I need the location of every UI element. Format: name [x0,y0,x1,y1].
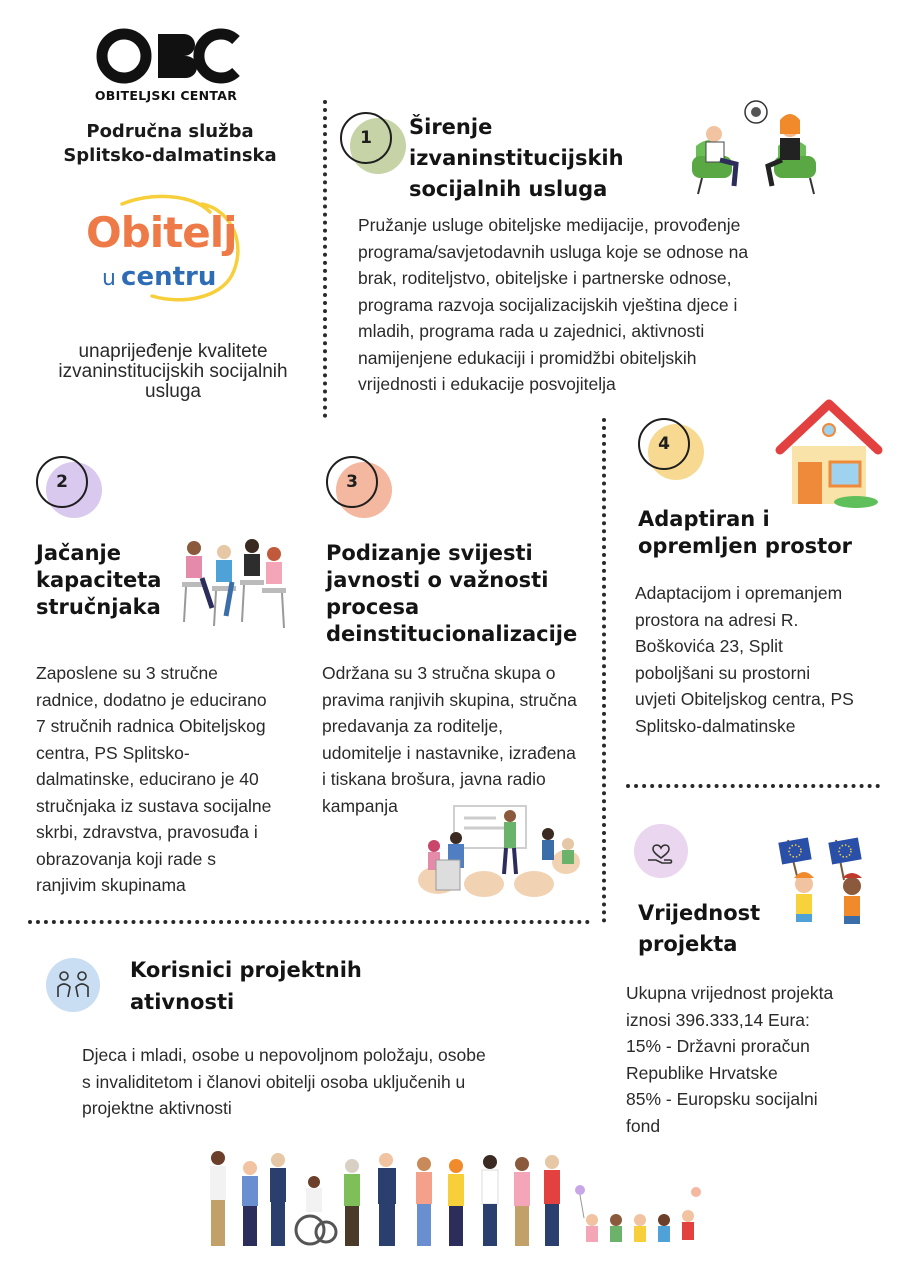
number-3: 3 [326,456,378,508]
section-2-body-line: dalmatinske, educirano je 40 [36,769,259,789]
section-4-title-line: opremljen prostor [638,534,852,558]
section-4-title-line: Adaptiran i [638,507,770,531]
value-body-line: Ukupna vrijednost projekta [626,983,834,1003]
section-3-body-line: Održana su 3 stručna skupa o [322,663,556,683]
centru-word: centru [121,262,217,292]
counseling-illustration-icon [690,96,820,196]
section-1-title-line: Širenje [409,115,493,139]
section-1-title-line: izvaninstitucijskih [409,146,624,170]
value-title [638,898,778,960]
beneficiaries-body-line: s invaliditetom i članovi obitelji osoba uključenih u [82,1071,466,1092]
value-body [626,980,896,1139]
section-1-title-line: socijalnih usluga [409,177,608,201]
section-3-body-line: predavanja za roditelje, [322,716,503,736]
divider-horizontal-right [626,784,880,788]
section-3-title-line: deinstitucionalizacije [326,622,578,646]
section-3-title-line: procesa [326,595,420,619]
obc-logo [86,26,246,106]
section-1-body-line: programa razvoja socijalizacijskih vještina djece i [358,294,738,315]
beneficiaries-title-line: ativnosti [130,990,235,1014]
group-meeting-illustration-icon [172,532,292,632]
lecture-illustration-icon [412,800,582,900]
office-name [30,120,310,168]
section-2-body-line: obrazovanja koji rade s [36,848,216,869]
beneficiaries-body-line: Djeca i mladi, osobe u nepovoljnom položaju, osobe [82,1045,486,1065]
section-3-body [322,660,606,819]
beneficiaries-title-line: Korisnici projektnih [130,958,362,982]
section-1-body [358,212,798,398]
section-4-title [638,506,888,560]
section-1-body-line: programa/savjetodavnih usluga koje se odnose na [358,241,749,262]
value-body-line: 85% - Europsku socijalni [626,1089,818,1109]
section-4-body-line: Boškovića 23, Split [635,636,783,656]
kids-eu-flags-illustration-icon [778,836,878,936]
beneficiaries-body [82,1042,562,1122]
section-4-body-line: poboljšani su prostorni [635,662,811,683]
people-icon [55,969,91,1001]
u-centru-line [102,262,216,292]
value-body-line: 15% - Državni proračun [626,1036,810,1056]
section-2-body [36,660,326,899]
tagline-line-1: unaprijeđenje kvalitete [78,341,268,362]
section-4-number-badge [638,418,708,478]
people-badge [46,958,100,1012]
section-4-body [635,580,897,739]
section-2-number-badge [36,456,106,516]
section-2-title [36,540,176,621]
section-4-body-line: uvjeti Obiteljskog centra, PS [635,689,854,709]
section-1-number-badge [340,112,410,172]
section-2-body-line: Zaposlene su 3 stručne [36,663,218,683]
section-3-body-line: i tiskana brošura, javna radio [322,769,546,789]
section-3-title-line: javnosti o važnosti [326,568,549,592]
section-1-title [409,112,659,205]
heart-hand-icon [644,834,678,868]
section-2-title-line: kapaciteta [36,568,162,592]
heart-hand-badge [634,824,688,878]
section-1-body-line: mladih, programa rada u zajednici, aktivnosti [358,321,705,341]
obitelj-u-centru-logo [82,190,252,310]
tagline-line-3: usluga [145,381,201,402]
section-2-body-line: ranjivim skupinama [36,875,186,895]
section-3-body-line: pravima ranjivih skupina, stručna [322,689,577,710]
section-2-body-line: skrbi, zdravstva, pravosuđa i [36,822,258,842]
tagline-line-2: izvaninstitucijskih socijalnih [58,361,288,382]
section-3-title [326,540,596,648]
u-word: u [102,266,116,291]
child-figures [575,1185,701,1242]
number-4: 4 [638,418,690,470]
section-4-body-line: Adaptacijom i opremanjem [635,583,843,603]
section-2-body-line: centra, PS Splitsko- [36,742,190,763]
number-2: 2 [36,456,88,508]
value-title-line: projekta [638,932,738,956]
value-title-line: Vrijednost [638,901,761,925]
section-4-body-line: Splitsko-dalmatinske [635,715,796,736]
adult-figures [210,1151,560,1246]
divider-vertical-top [323,100,327,418]
section-3-title-line: Podizanje svijesti [326,541,533,565]
office-line-1: Područna služba [86,121,254,142]
number-1: 1 [340,112,392,164]
beneficiaries-title [130,954,410,1018]
tagline [28,342,318,402]
section-1-body-line: vrijednosti i edukacije posvojitelja [358,374,616,394]
section-1-body-line: namijenjene edukaciji i promidžbi obiteljskih [358,347,697,368]
beneficiaries-body-line: projektne aktivnosti [82,1098,232,1118]
obc-subtitle: OBITELJSKI CENTAR [94,88,238,103]
value-body-line: fond [626,1115,661,1136]
diverse-people-crowd-illustration-icon [202,1146,702,1256]
section-4-body-line: prostora na adresi R. [635,609,799,630]
section-2-body-line: radnice, dodatno je educirano [36,689,267,710]
value-body-line: Republike Hrvatske [626,1062,778,1083]
section-3-body-line: udomitelje i nastavnike, izrađena [322,742,576,763]
obitelj-word: Obitelj [86,208,237,257]
house-illustration-icon [774,398,884,510]
value-body-line: iznosi 396.333,14 Eura: [626,1009,810,1030]
section-2-body-line: 7 stručnih radnica Obiteljskog [36,716,266,736]
section-1-body-line: Pružanje usluge obiteljske medijacije, provođenje [358,215,741,235]
section-3-number-badge [326,456,396,516]
section-2-body-line: stručnjaka iz sustava socijalne [36,795,272,816]
office-line-2: Splitsko-dalmatinska [63,145,277,166]
section-1-body-line: brak, roditeljstvo, obiteljske i partnerske odnose, [358,268,732,288]
section-3-body-line: kampanja [322,795,398,816]
section-2-title-line: stručnjaka [36,595,161,619]
section-2-title-line: Jačanje [36,541,121,565]
divider-horizontal-left [28,920,590,924]
